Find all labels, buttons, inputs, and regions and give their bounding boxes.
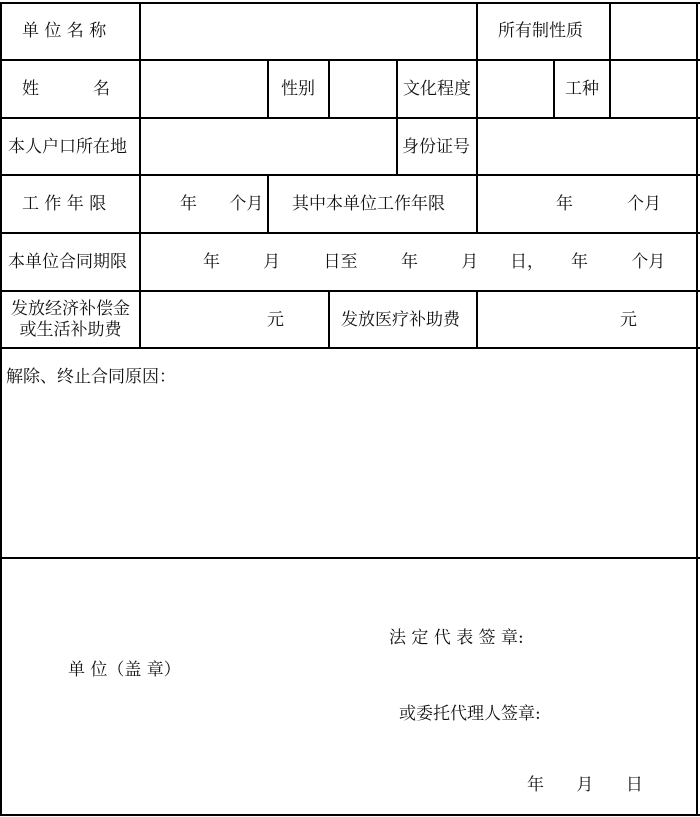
registered-residence-field[interactable] <box>141 119 396 174</box>
border-bottom <box>0 814 700 816</box>
unit-name-label: 单 位 名 称 <box>22 21 107 41</box>
termination-reason-label: 解除、终止合同原因： <box>6 367 176 387</box>
unit-name-field[interactable] <box>141 4 476 59</box>
row-divider-6 <box>0 347 700 349</box>
ownership-label: 所有制性质 <box>498 21 583 41</box>
id-number-label: 身份证号 <box>402 137 470 157</box>
unit-seal-label: 单 位（盖 章） <box>68 660 181 680</box>
legal-representative-signature-label: 法 定 代 表 签 章: <box>389 628 524 648</box>
cell-divider <box>396 117 398 176</box>
cell-divider <box>476 2 478 61</box>
signature-date: 年 月 日 <box>527 775 643 795</box>
row-divider-4 <box>0 232 700 234</box>
unit-years-label: 其中本单位工作年限 <box>292 194 445 214</box>
contract-period-end: 年 月 <box>401 252 479 272</box>
contract-period-start: 年 月 日至 <box>203 252 358 272</box>
cell-divider <box>553 59 555 119</box>
row-divider-5 <box>0 290 700 292</box>
row-divider-3 <box>0 174 700 176</box>
cell-divider <box>267 174 269 234</box>
id-number-field[interactable] <box>478 119 696 174</box>
cell-divider <box>328 290 330 349</box>
medical-subsidy-label: 发放医疗补助费 <box>341 310 460 330</box>
job-type-field[interactable] <box>611 61 696 117</box>
ownership-field[interactable] <box>611 4 696 59</box>
contract-period-label: 本单位合同期限 <box>8 252 127 272</box>
contract-period-length: 年 个月 <box>571 252 666 272</box>
work-years-unit: 年 个月 <box>180 194 264 214</box>
termination-reason-field[interactable] <box>2 400 696 557</box>
gender-label: 性别 <box>281 79 315 99</box>
education-label: 文化程度 <box>403 79 471 99</box>
registered-residence-label: 本人户口所在地 <box>8 137 127 157</box>
compensation-label-line1: 发放经济补偿金 <box>11 299 130 319</box>
education-field[interactable] <box>478 61 553 117</box>
gender-field[interactable] <box>330 61 396 117</box>
cell-divider <box>396 59 398 119</box>
job-type-label: 工种 <box>565 79 599 99</box>
agent-signature-label: 或委托代理人签章: <box>399 704 541 724</box>
border-right <box>696 2 698 816</box>
compensation-label-line2: 或生活补助费 <box>19 320 122 340</box>
medical-subsidy-unit: 元 <box>620 310 637 330</box>
row-divider-7 <box>0 557 700 559</box>
cell-divider <box>267 59 269 119</box>
contract-period-day: 日， <box>510 252 544 272</box>
cell-divider <box>476 290 478 349</box>
work-years-label: 工 作 年 限 <box>22 194 107 214</box>
name-label: 姓 名 <box>22 79 111 99</box>
cell-divider <box>476 174 478 234</box>
name-field[interactable] <box>141 61 267 117</box>
unit-years-unit: 年 个月 <box>556 194 662 214</box>
compensation-unit: 元 <box>267 310 284 330</box>
